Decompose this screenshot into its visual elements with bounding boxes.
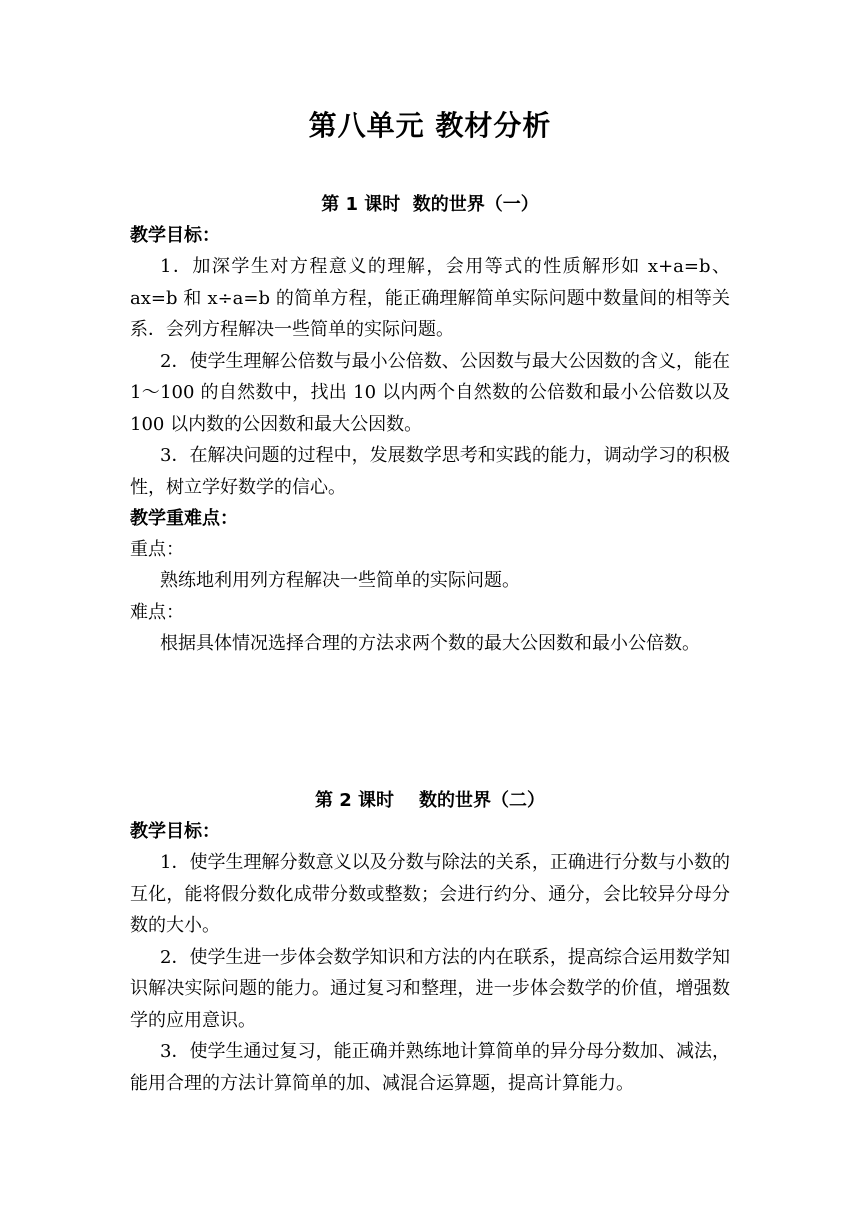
lesson-1-objective-1: 1．加深学生对方程意义的理解，会用等式的性质解形如 x+a=b、ax=b 和 x÷a=b 的简单方程，能正确理解简单实际问题中数量间的相等关系．会列方程解决一些简单的实际问题。: [130, 256, 730, 340]
lesson-1-section: [130, 190, 730, 659]
lesson-2-objective-1: 1．使学生理解分数意义以及分数与除法的关系，正确进行分数与小数的互化，能将假分数化成带分数或整数；会进行约分、通分，会比较异分母分数的大小。: [130, 852, 730, 936]
lesson-1-objective-3: 3．在解决问题的过程中，发展数学思考和实践的能力，调动学习的积极性，树立学好数学的信心。: [130, 445, 730, 498]
lesson-1-focus-text: 熟练地利用列方程解决一些简单的实际问题。: [160, 570, 520, 591]
lesson-2-objective-2: 2．使学生进一步体会数学知识和方法的内在联系，提高综合运用数学知识解决实际问题的能力。通过复习和整理，进一步体会数学的价值，增强数学的应用意识。: [130, 946, 730, 1031]
lesson-2-title: 第 2 课时 数的世界（二）: [314, 790, 546, 811]
lesson-1-difficulty-text: 根据具体情况选择合理的方法求两个数的最大公因数和最小公倍数。: [160, 632, 700, 654]
lesson-1-title: 第 1 课时 数的世界（一）: [321, 194, 539, 215]
lesson-1-objective-2: 2．使学生理解公倍数与最小公倍数、公因数与最大公因数的含义，能在 1～100 的自然数中，找出 10 以内两个自然数的公倍数和最小公倍数以及 100 以内数的公因数和最大公因数。: [130, 350, 730, 435]
document-title: 第八单元 教材分析: [308, 109, 552, 142]
lesson-2-objective-3: 3．使学生通过复习，能正确并熟练地计算简单的异分母分数加、减法，能用合理的方法计算简单的加、减混合运算题，提高计算能力。: [130, 1041, 730, 1094]
lesson-1-focus-label: 重点：: [130, 539, 184, 560]
lesson-1-objectives-heading: 教学目标：: [130, 225, 220, 246]
lesson-2-section: [130, 786, 730, 1099]
lesson-2-objectives-heading: 教学目标：: [130, 821, 220, 842]
lesson-1-difficulty-label: 难点：: [130, 601, 184, 623]
lesson-1-key-points-heading: 教学重难点：: [130, 508, 238, 529]
